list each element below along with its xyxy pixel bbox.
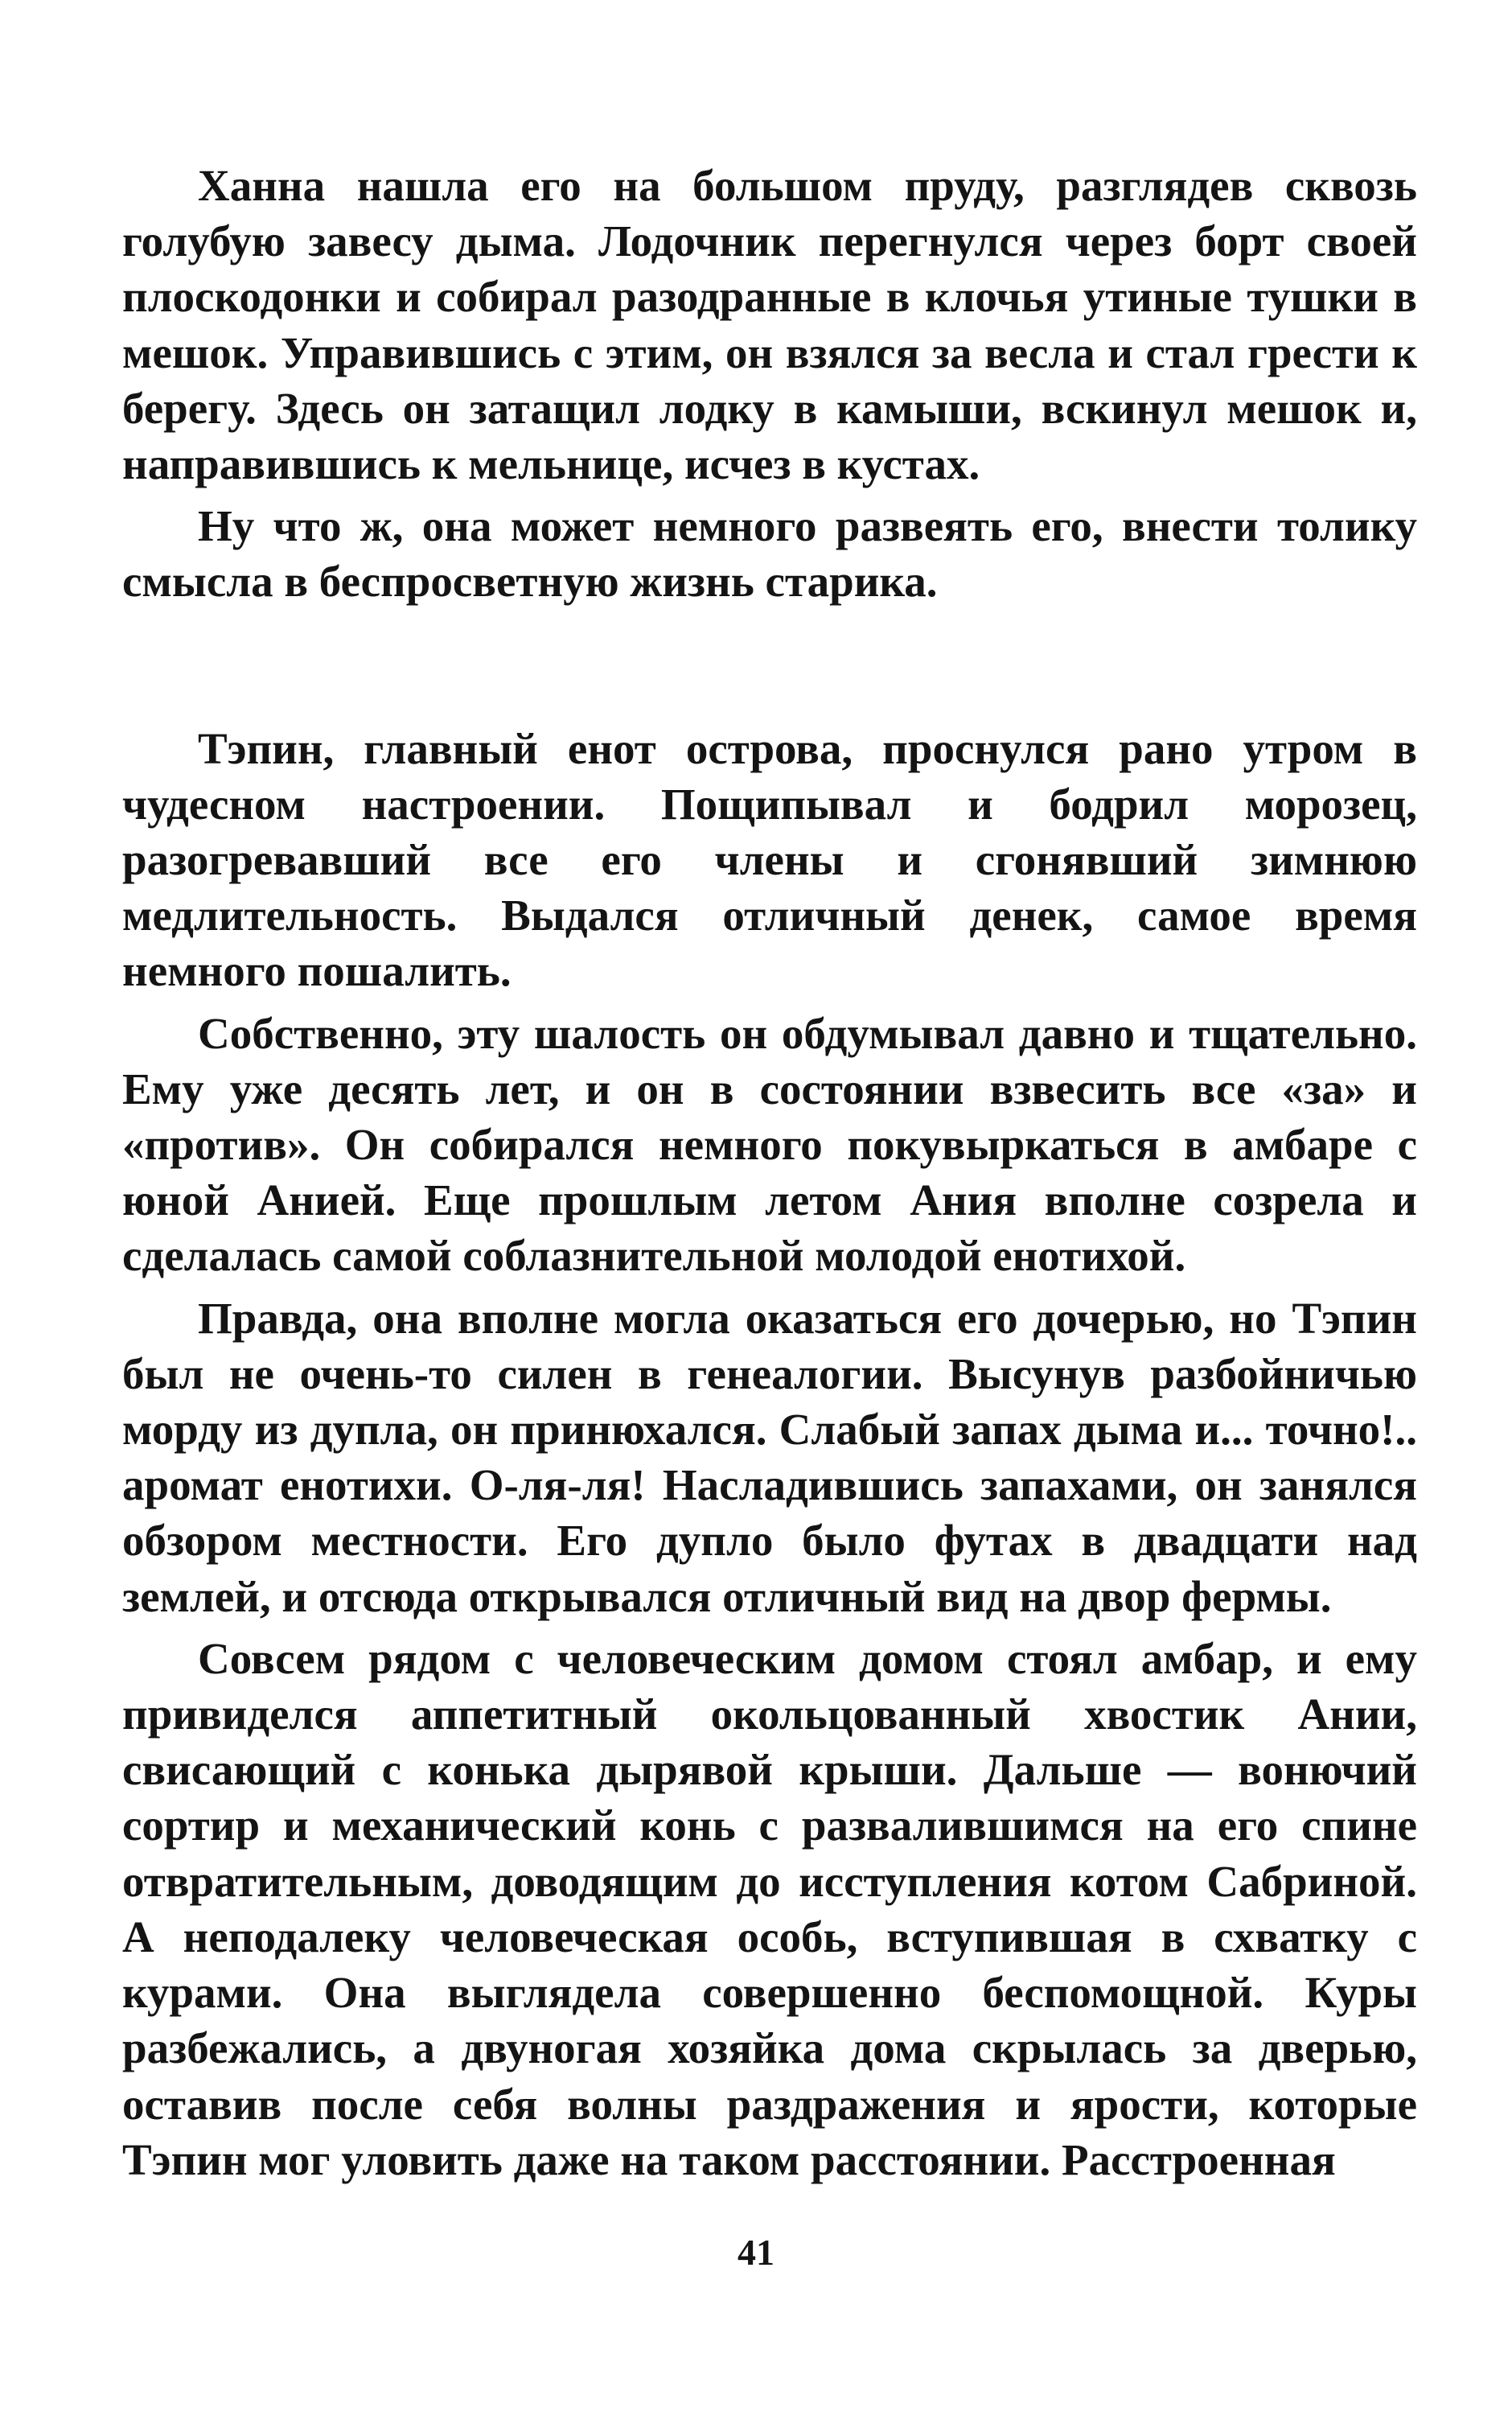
section-break [122,610,1417,721]
page-body [122,158,1417,2187]
paragraph: Правда, она вполне могла оказаться его дочерью, но Тэпин был не очень-то силен в генеалогии. Высунув разбойничью морду из дупла, он принюхался. Слабый запах дыма и... точно!.. аромат енотихи. О-ля-ля! Насладившись запахами, он занялся обзором местности. Его дупло было футах в двадцати над землей, и отсюда открывался отличный вид на двор фермы. [122,1293,1417,1621]
paragraph: Совсем рядом с человеческим домом стоял амбар, и ему привиделся аппетитный окольцованный хвостик Ании, свисающий с конька дырявой крыши. Дальше — вонючий сортир и механический конь с развалившимся на его спине отвратительным, доводящим до исступления котом Сабриной. А неподалеку человеческая особь, вступившая в схватку с курами. Она выглядела совершенно беспомощной. Куры разбежались, а двуногая хозяйка дома скрылась за дверью, оставив после себя волны раздражения и ярости, которые Тэпин мог уловить даже на таком расстоянии. Расстроенная [122,1633,1417,2184]
page-number: 41 [738,2232,774,2273]
paragraph: Ну что ж, она может немного развеять его, внести толику смысла в беспросветную жизнь старика. [122,501,1417,607]
paragraph: Собственно, эту шалость он обдумывал давно и тщательно. Ему уже десять лет, и он в состоянии взвесить все «за» и «против». Он собирался немного покувыркаться в амбаре с юной Анией. Еще прошлым летом Ания вполне созрела и сделалась самой соблазнительной молодой енотихой. [122,1008,1417,1281]
paragraph: Тэпин, главный енот острова, проснулся рано утром в чудесном настроении. Пощипывал и бодрил морозец, разогревавший все его члены и сгонявший зимнюю медлительность. Выдался отличный денек, самое время немного пошалить. [122,723,1417,996]
section-tapin [122,721,1417,2187]
paragraph: Ханна нашла его на большом пруду, разглядев сквозь голубую завесу дыма. Лодочник перегнулся через борт своей плоскодонки и собирал разодранные в клочья утиные тушки в мешок. Управившись с этим, он взялся за весла и стал грести к берегу. Здесь он затащил лодку в камыши, вскинул мешок и, направившись к мельнице, исчез в кустах. [122,161,1417,489]
section-hanna [122,158,1417,610]
